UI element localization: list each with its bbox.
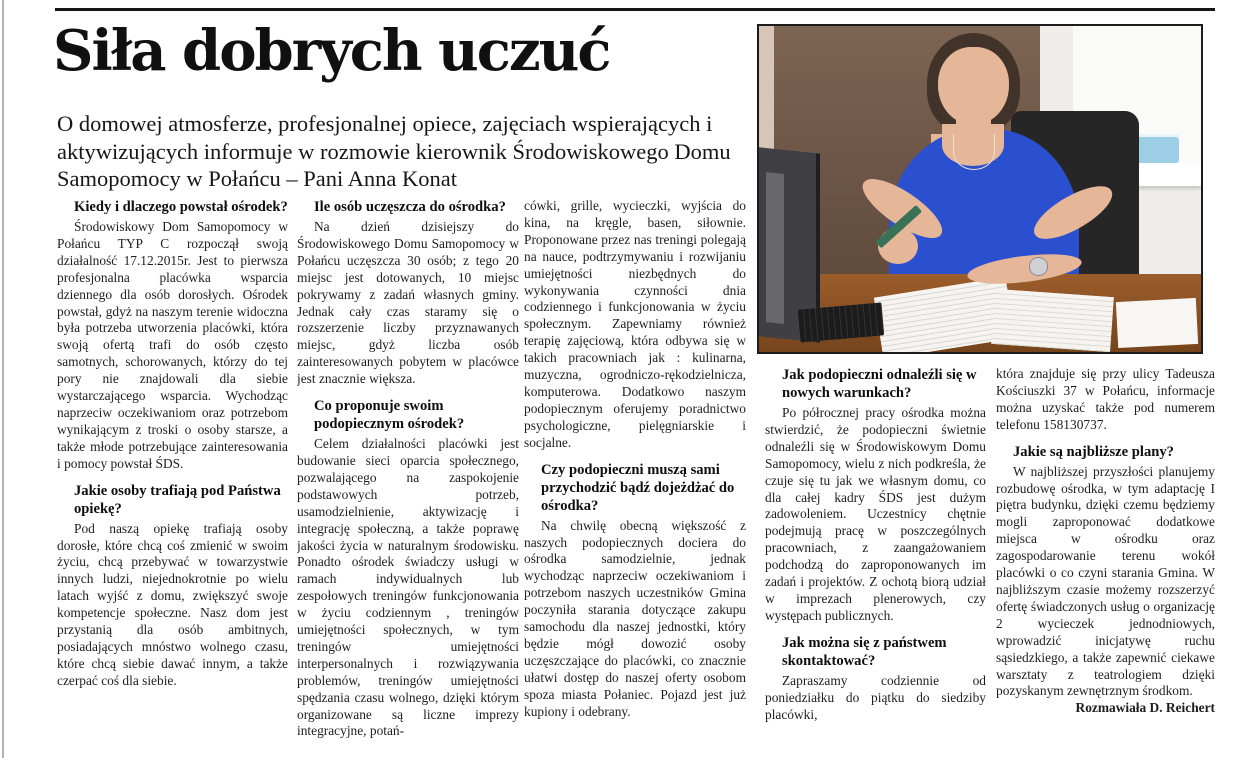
question-heading: Jakie osoby trafiają pod Państwa opiekę?: [74, 482, 281, 517]
article-paragraph: Celem działalności placówki jest budowanie sieci oparcia społecznego, pozwalającego na zaspokojenie podstawowych potrzeb, usamodzielnienie, aktywizację i integrację społeczną, a także poprawę jakości życia w naturalnym środowisku. Ponadto ośrodek świadczy usługi w ramach indywidualnych lub zespołowych treningów funkcjonowania w życiu codziennym , treningów umiejętności społecznych, w tym treningów umiejętności interpersonalnych i rozwiązywania problemów, treningów umiejętności spędzania czasu wolnego, dzięki którym organizowane są liczne imprezy integracyjne, potań-: [297, 436, 519, 739]
article-photo: [757, 24, 1203, 354]
question-heading: Czy podopieczni muszą sami przychodzić bądź dojeżdżać do ośrodka?: [541, 461, 735, 514]
question-heading: Jak można się z państwem skontaktować?: [782, 634, 947, 669]
article-lede: O domowej atmosferze, profesjonalnej opiece, zajęciach wspierających i aktywizujących informuje w rozmowie kierownik Środowiskowego Domu Samopomocy w Połańcu – Pani Anna Konat: [57, 111, 731, 191]
question-heading: Co proponuje swoim podopiecznym ośrodek?: [314, 398, 465, 433]
article-title: Siła dobrych uczuć: [53, 18, 610, 84]
article-column-4: [765, 366, 986, 758]
question-heading: Ile osób uczęszcza do ośrodka?: [314, 199, 506, 215]
article-paragraph-continued: która znajduje się przy ulicy Tadeusza Kościuszki 37 w Połańcu, informacje można uzyskać także pod numerem telefonu 158130737.: [996, 366, 1215, 432]
photo-woman-face: [938, 47, 1009, 125]
article-paragraph: Na dzień dzisiejszy do Środowiskowego Domu Samopomocy w Połańcu uczęszcza 30 osób; z tego 20 miejsc jest dotowanych, 10 miejsc pokrywamy z zadań własnych gminy. Jednak cały czas staramy się o rozszerzenie liczby przyznawanych miejsc, gdyż liczba osób zainteresowanych pobytem w placówce jest znacznie większa.: [297, 219, 519, 387]
photo-wristwatch: [1029, 257, 1049, 275]
photo-paper: [991, 289, 1114, 353]
article-column-1: [57, 198, 288, 758]
article-paragraph: Zapraszamy codziennie od poniedziałku do piątku do siedziby placówki,: [765, 672, 986, 722]
page-edge-line: [2, 0, 4, 758]
article-paragraph: Środowiskowy Dom Samopomocy w Połańcu TYP C rozpoczął swoją działalność 17.12.2015r. Jest to pierwsza profesjonalna placówka wsparcia dziennego dla osób dorosłych. Ośrodek powstał, gdyż na naszym terenie widoczna była potrzeba utworzenia placówki, która swoją ofertą trafi do osób często samotnych, schorowanych, którzy do tej pory nie znajdowali dla siebie wystarczającego wsparcia. Wychodząc naprzeciw oczekiwaniom oraz potrzebom wynikającym z troski o osoby starsze, a także młode potrzebujące zainteresowania i pomocy powstał ŚDS.: [57, 219, 288, 471]
question-heading: Jakie są najbliższe plany?: [1013, 443, 1174, 460]
article-paragraph: Pod naszą opiekę trafiają osoby dorosłe, które chcą coś zmienić w swoim życiu, chcą przebywać w towarzystwie innych ludzi, niejednokrotnie po wielu latach wyjść z domu, zwiększyć swoje kompetencje społeczne. Nasz dom jest przystanią dla osób ambitnych, posiadających mnóstwo wolnego czasu, które chcą siebie dawać innym, a także czerpać coś dla siebie.: [57, 520, 288, 688]
byline: Rozmawiała D. Reichert: [1075, 700, 1215, 716]
article-column-5: [996, 366, 1215, 758]
question-heading: Kiedy i dlaczego powstał ośrodek?: [74, 199, 288, 215]
article-paragraph: Na chwilę obecną większość z naszych podopiecznych dociera do ośrodka samodzielnie, jednak wychodząc naprzeciw oczekiwaniom i potrzebom naszych uczestników Gmina poczyniła starania dotyczące zakupu samochodu dla naszej jednostki, który będzie mógł dowozić osoby uczęszczające do placówki, co znacznie ułatwi dostęp do naszej oferty osobom spoza miasta Połaniec. Pojazd jest już kupiony i odebrany.: [524, 517, 746, 719]
article-paragraph: Po półrocznej pracy ośrodka można stwierdzić, że podopieczni świetnie odnaleźli się w Środowiskowym Domu Samopomocy, wielu z nich podkreśla, że czuje się tu jak we własnym domu, co dla całej kadry ŚDS jest dużym zadowoleniem. Uczestnicy chętnie podejmują pracę w poszczególnych pracowniach, z zaangażowaniem podchodzą do zaproponowanych im zadań i projektów. Z ochotą biorą udział w imprezach plenerowych, czy występach publicznych.: [765, 405, 986, 623]
article-column-2: [297, 198, 519, 758]
article-paragraph-continued: cówki, grille, wycieczki, wyjścia do kina, na kręgle, basen, siłownie. Proponowane przez nas treningi polegają na nauce, podtrzymywaniu i rozwijaniu umiejętności niezbędnych do wykonywania czynności dnia codziennego i funkcjonowania w życiu społecznym. Zapewniamy również terapię zajęciową, która odbywa się w takich pracowniach jak : kulinarna, muzyczna, ogrodniczo-rękodzielnicza, komputerowa. Dodatkowo naszym podopiecznym oferujemy poradnictwo psychologiczne, pielęgniarskie i socjalne.: [524, 198, 746, 450]
photo-monitor-highlight: [766, 172, 784, 324]
question-heading: Jak podopieczni odnaleźli się w nowych warunkach?: [782, 367, 977, 401]
photo-paper: [1116, 298, 1198, 348]
top-rule: [55, 8, 1215, 11]
article-paragraph: W najbliższej przyszłości planujemy rozbudowę ośrodka, w tym adaptację I piętra budynku, dzięki czemu będziemy mogli zaproponować dodatkowe miejsca w ośrodku oraz zagospodarowanie terenu wokół placówki o co czyni starania Gmina. W najbliższym czasie możemy rozszerzyć ofertę świadczonych usług o organizację 2 wycieczek jednodniowych, wprowadzić inicjatywę ruchu sąsiedzkiego, a także zapewnić ciekawe warsztaty z teatrologiem dzięki pozyskanym zewnętrznym środkom.: [996, 463, 1215, 699]
article-column-3: [524, 198, 746, 758]
